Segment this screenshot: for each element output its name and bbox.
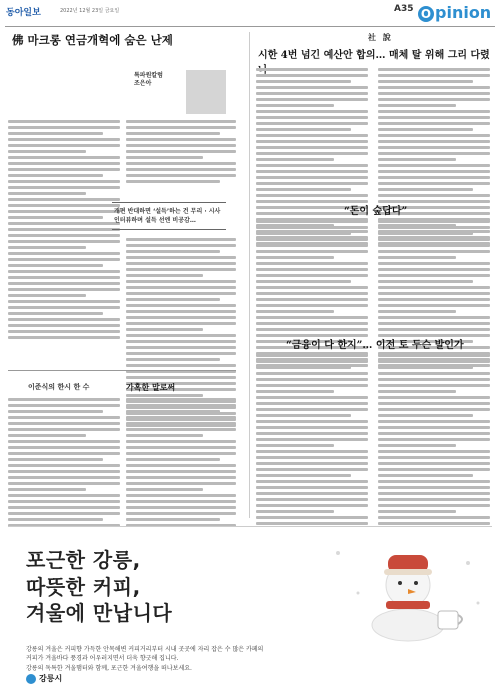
ad-headline-line3: 겨울에 만납니다: [26, 601, 173, 626]
byline-writer: 조은아: [134, 79, 152, 87]
editorial-1-title: 시한 4번 넘긴 예산안 합의… 매체 탈 위해 그리 다렸: [258, 50, 490, 61]
ad-body: [26, 645, 406, 673]
article-title: 佛 마크롱 연금개혁에 숨은 난제: [12, 33, 173, 47]
ad-headline-line1: 포근한 강릉,: [26, 548, 141, 572]
page-number: A35: [394, 4, 414, 14]
article-text-col2: [126, 120, 236, 186]
byline: [134, 72, 184, 88]
editorial-label: 社 說: [368, 33, 393, 42]
section-title-text: pinion: [435, 3, 492, 22]
author-photo: [186, 70, 226, 114]
editorial-2-title: “돈이 숲답다”: [344, 206, 408, 217]
editorial-3-title: “금융이 다 한지”… 이전 토 두슨 발인가: [286, 340, 464, 351]
pull-quote: 개편 반대하면 ‘설득’하는 건 무리 · 시사 인터뷰하며 설득 선엔 비공감…: [112, 202, 226, 230]
city-logo-icon: [26, 674, 36, 684]
ad-logo: [26, 673, 62, 684]
ad-body-line1: 강릉의 겨울은 커피향 가득한 안목해변 커피거리부터 시내 곳곳에 자리 잡은 수 많은 카페의: [26, 646, 264, 653]
opinion-o-icon: O: [418, 6, 434, 22]
ad-logo-text: 강릉시: [39, 674, 63, 683]
ad-headline-line2: 따뜻한 커피,: [26, 574, 141, 599]
article-text-col1: [8, 120, 120, 342]
ad-body-line3: 강릉의 독특한 겨울햄터와 함께, 포근한 겨울여행을 떠나보세요.: [26, 664, 192, 672]
blurb-rule: [8, 370, 236, 371]
blurb-title: 가혹한 말로써: [126, 383, 176, 392]
advertisement: [8, 526, 492, 688]
page-header: [0, 0, 500, 22]
editorials: [256, 32, 492, 522]
byline-name: 특파원칼럼: [134, 72, 163, 79]
column-article: [8, 32, 243, 522]
newspaper-brand: 동아일보: [6, 8, 41, 18]
blurb-label: 이준식의 한시 한 수: [28, 383, 90, 391]
issue-info: 2022년 12월 23일 금요일: [60, 8, 120, 14]
column-separator: [249, 32, 250, 518]
ad-body-line2: 커피가 겨울바다 풍경과 어우러지면서 더욱 향긋해 집니다.: [26, 655, 179, 663]
section-title: [418, 3, 491, 22]
header-rule: [5, 26, 495, 27]
ad-headline: [26, 547, 172, 627]
snowman-illustration: [318, 533, 488, 643]
